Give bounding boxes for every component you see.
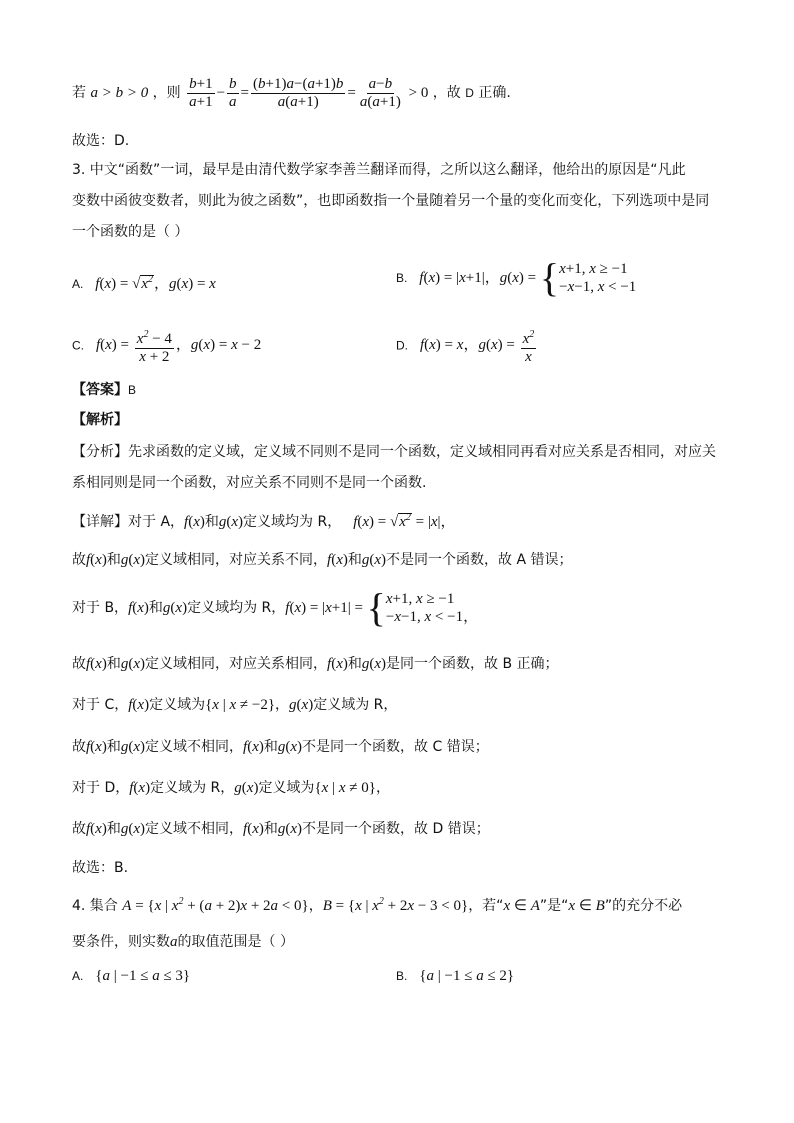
q4-option-a: A. {a | −1 ≤ a ≤ 3} <box>72 968 191 984</box>
q3-stem-line1: 3. 中文“函数”一词，最早是由清代数学家李善兰翻译而得，之所以这么翻译，他给出的原因是“凡此 <box>72 162 686 178</box>
q3-stem-line2: 变数中函彼变数者，则此为彼之函数”，也即函数指一个量随着另一个量的变化而变化，下列选项中是同 <box>72 193 710 209</box>
analysis-label: 【解析】 <box>72 412 128 428</box>
text-conclusion: ，故 <box>432 84 461 101</box>
option-letter: D <box>465 85 474 100</box>
detail-line6: 故f(x)和g(x)定义域不相同，f(x)和g(x)不是同一个函数，故 C 错误； <box>72 739 489 755</box>
text-result: 正确. <box>478 84 511 101</box>
q3-option-a: A. $f(x) = √x^2$，g(x) = x <box>72 274 216 292</box>
q4-option-b: B. {a | −1 ≤ a ≤ 2} <box>396 968 515 984</box>
fenxi-line1: 【分析】先求函数的定义域，定义域不同则不是同一个函数，定义域相同再看对应关系是否相同，对应关 <box>72 444 716 460</box>
detail-line5: 对于 C，f(x)定义域为{x | x ≠ −2}，g(x)定义域为 R， <box>72 697 398 713</box>
detail-line8: 故f(x)和g(x)定义域不相同，f(x)和g(x)不是同一个函数，故 D 错误； <box>72 821 490 837</box>
fraction-expression: $\frac{b+1}{a+1}$ − $\frac{b}{a}$ = $\frac{(b+1)a-(a+1)b}{a(a+1)}$ = $\frac{a-b}{a(a+1)}$ <box>189 76 401 110</box>
q3-option-c: C. f(x) = $\frac{x^2 - 4}{x + 2}$ ，g(x) = x − 2 <box>72 326 261 366</box>
conclusion-line-d <box>72 76 511 111</box>
expr-tail: > 0 <box>408 84 429 101</box>
q3-option-b: B. f(x) = |x+1|，g(x) = { x+1, x ≥ −1 −x−1, x < −1 <box>396 255 637 300</box>
q3-stem-line3: 一个函数的是（ ） <box>72 224 189 240</box>
q3-option-d: D. f(x) = x，g(x) = $\frac{x^2}{x}$ <box>396 326 538 366</box>
q4-stem-line2: 要条件，则实数a的取值范围是（ ） <box>72 934 294 950</box>
detail-line2: 故f(x)和g(x)定义域相同，对应关系不同，f(x)和g(x)不是同一个函数，故 A 错误； <box>72 552 573 568</box>
condition: a > b > 0 <box>90 84 149 101</box>
fenxi-line2: 系相同则是同一个函数，对应关系不同则不是同一个函数. <box>72 475 427 491</box>
answer-line: 【答案】B <box>72 382 137 398</box>
detail-line9: 故选：B. <box>72 860 129 876</box>
text-sep: ，则 <box>152 84 181 101</box>
detail-line1: 【详解】对于 A，f(x)和g(x)定义域均为 R， $f(x) = √x^2 = |x|$， <box>72 512 456 530</box>
detail-line4: 故f(x)和g(x)定义域相同，对应关系相同，f(x)和g(x)是同一个函数，故 B 正确； <box>72 656 559 672</box>
answer-choice-line: 故选：D. <box>72 133 130 149</box>
detail-line3: 对于 B，f(x)和g(x)定义域均为 R，f(x) = |x+1| = { x+1, x ≥ −1 −x−1, x < −1， <box>72 585 479 630</box>
detail-line7: 对于 D，f(x)定义域为 R，g(x)定义域为{x | x ≠ 0}， <box>72 780 390 796</box>
text-prefix: 若 <box>72 84 86 101</box>
q4-stem-line1: 4. 集合 A = {x | $x^2 + (a + 2)x + 2a < 0$}，B = {x | $x^2 + 2x - 3 < 0$}，若“x ∈ A”是“x ∈ B”的充分不必 <box>72 896 683 914</box>
